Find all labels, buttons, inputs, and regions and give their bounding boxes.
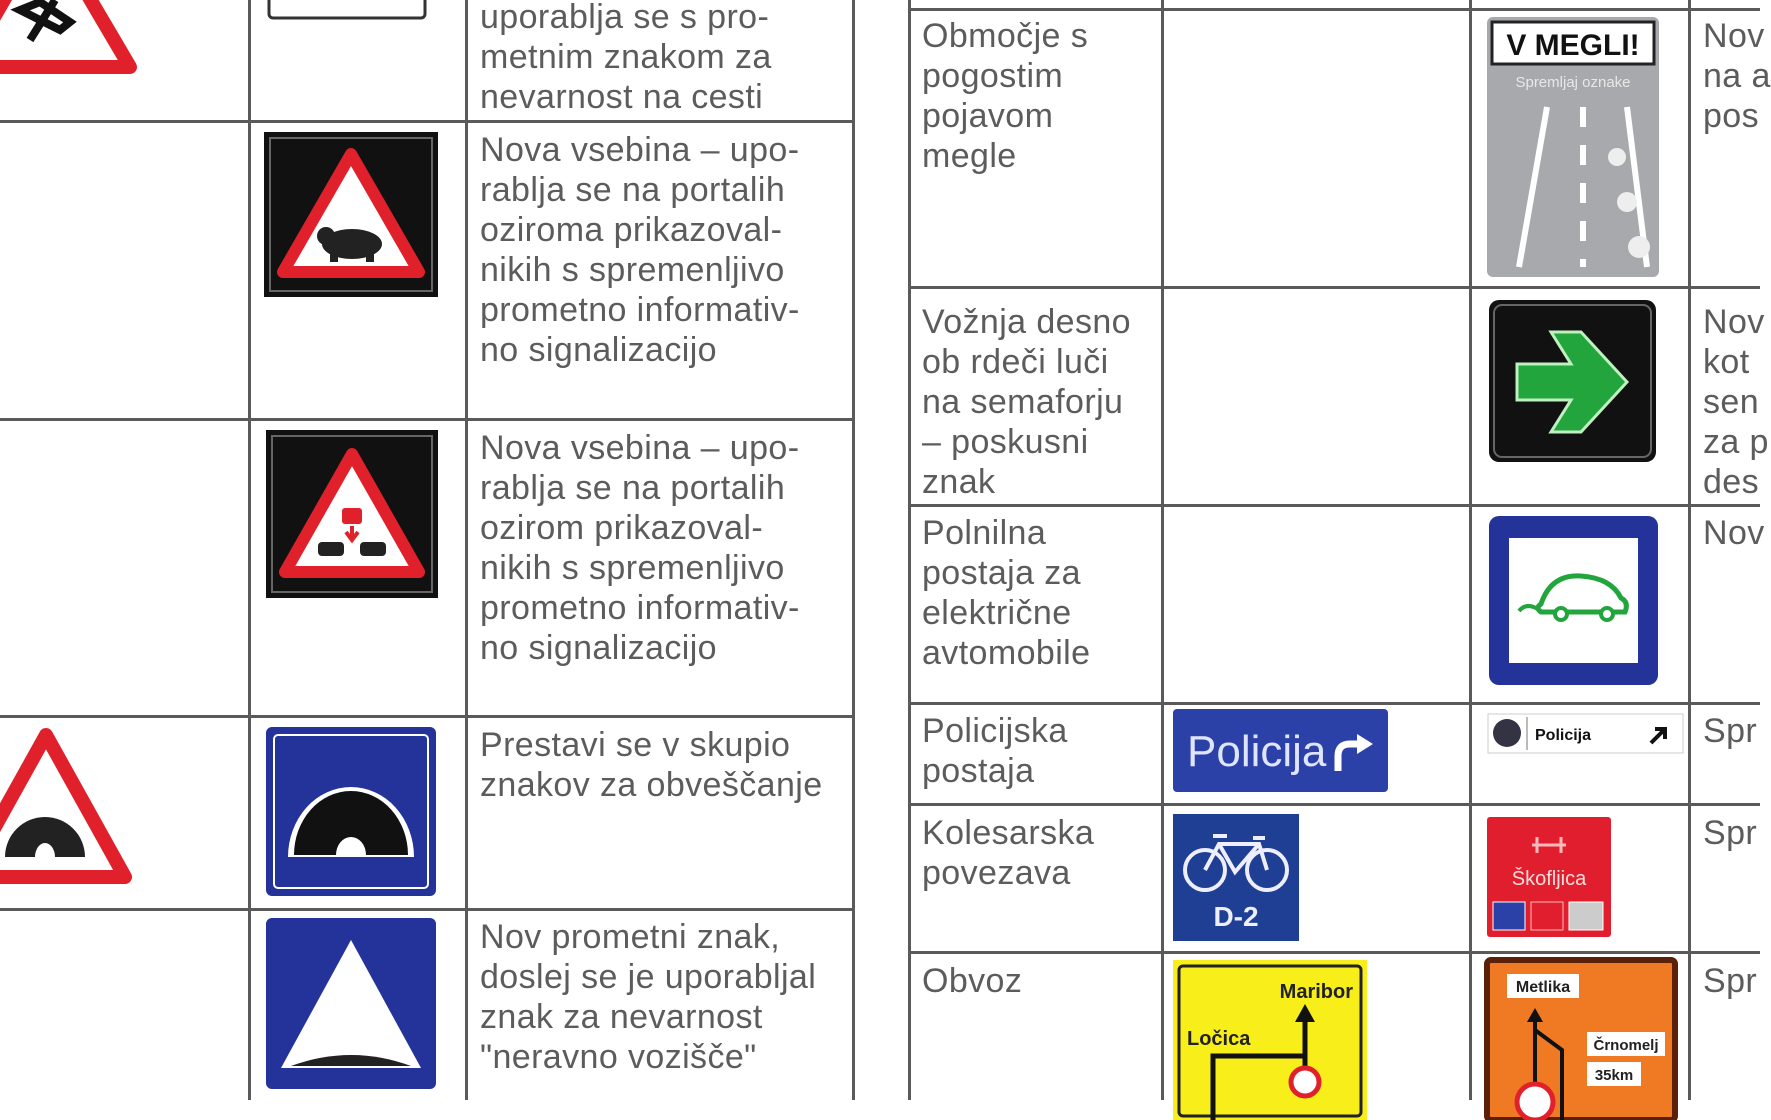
- tunnel-warning-sign-icon: [0, 727, 132, 884]
- detour-distance: 35km: [1594, 1067, 1634, 1084]
- right-table-left-border: [908, 0, 911, 1100]
- sign-frame-icon: [267, 0, 427, 20]
- left-row-note-line: Nova vsebina – upo-: [480, 429, 800, 467]
- sign-name-line: Obvoz: [922, 962, 1023, 1000]
- left-row-note-line: nikih s spremenljivo: [480, 549, 785, 587]
- sign-name-line: postaja za: [922, 554, 1081, 592]
- left-row-note-line: Nova vsebina – upo-: [480, 131, 800, 169]
- fog-sign-subtitle: Spremljaj oznake: [1515, 74, 1631, 91]
- sign-name-line: na semaforju: [922, 383, 1124, 421]
- left-row-note-line: znakov za obveščanje: [480, 766, 823, 804]
- speed-bump-sign-icon: [266, 918, 436, 1089]
- right-table-row-divider: [908, 803, 1760, 806]
- left-row-note-line: doslej se je uporabljal: [480, 958, 817, 996]
- detour-old-destination: Maribor: [1279, 981, 1353, 1003]
- right-row-note-line: kot: [1703, 343, 1750, 381]
- detour-sign-new-icon: [1487, 960, 1675, 1120]
- police-station-sign-old-icon: [1173, 709, 1388, 792]
- police-sign-old-label: Policija: [1187, 727, 1327, 776]
- left-table-col-divider: [465, 0, 468, 1100]
- right-row-note-line: Nov: [1703, 514, 1765, 552]
- right-table-col-divider: [1469, 0, 1472, 1100]
- left-row-note-line: prometno informativ-: [480, 589, 800, 627]
- sign-name-line: Vožnja desno: [922, 303, 1131, 341]
- green-right-arrow-sign-icon: [1489, 300, 1656, 462]
- sign-name-line: Območje s: [922, 17, 1089, 55]
- sign-name-line: pojavom: [922, 97, 1054, 135]
- sign-name-line: postaja: [922, 752, 1035, 790]
- sign-name-line: pogostim: [922, 57, 1064, 95]
- left-table-row-divider: [0, 120, 855, 123]
- right-table-row-divider: [908, 286, 1760, 289]
- right-table-col-divider: [1688, 0, 1691, 1100]
- left-row-note-line: no signalizacijo: [480, 331, 717, 369]
- left-table-row-divider: [0, 715, 855, 718]
- bear-warning-vms-sign-icon: [264, 132, 438, 297]
- bike-route-number: D-2: [1213, 901, 1259, 932]
- right-table-row-divider: [908, 504, 1760, 507]
- left-row-note-line: rablja se na portalih: [480, 469, 786, 507]
- left-table-row-divider: [0, 908, 855, 911]
- detour-new-destination: Črnomelj: [1593, 1037, 1659, 1054]
- sign-name-line: megle: [922, 137, 1017, 175]
- right-table-col-divider: [1161, 0, 1164, 1100]
- right-table-row-divider: [908, 8, 1760, 11]
- left-row-note-line: rablja se na portalih: [480, 171, 786, 209]
- police-sign-new-label: Policija: [1535, 727, 1592, 744]
- sign-name-line: Kolesarska: [922, 814, 1095, 852]
- police-station-sign-new-icon: [1487, 713, 1684, 754]
- cycle-route-sign-new-icon: [1487, 817, 1611, 937]
- cycle-route-sign-old-icon: [1173, 814, 1299, 941]
- sign-name-line: znak: [922, 463, 996, 501]
- tunnel-information-sign-icon: [266, 727, 436, 896]
- sign-name-line: – poskusni: [922, 423, 1089, 461]
- right-row-note-line: Spr: [1703, 962, 1758, 1000]
- bike-route-destination: Škofljica: [1511, 868, 1587, 890]
- left-table-row-divider: [0, 418, 855, 421]
- detour-old-destination: Ločica: [1187, 1028, 1251, 1050]
- left-row-note-line: "neravno vozišče": [480, 1038, 757, 1076]
- right-row-note-line: Nov: [1703, 17, 1765, 55]
- right-row-note-line: sen: [1703, 383, 1760, 421]
- sign-name-line: povezava: [922, 854, 1071, 892]
- left-row-note-line: oziroma prikazoval-: [480, 211, 783, 249]
- ev-charging-station-sign-icon: [1489, 516, 1658, 685]
- fog-area-sign-icon: [1487, 17, 1659, 277]
- right-row-note-line: pos: [1703, 97, 1760, 135]
- left-row-note-line: nevarnost na cesti: [480, 78, 764, 116]
- detour-sign-old-icon: [1173, 960, 1367, 1120]
- left-table-right-border: [852, 0, 855, 1100]
- left-row-note-line: Prestavi se v skupio: [480, 726, 791, 764]
- right-row-note-line: Nov: [1703, 303, 1765, 341]
- fog-sign-title: V MEGLI!: [1506, 29, 1640, 62]
- traffic-jam-warning-vms-sign-icon: [266, 430, 438, 598]
- left-row-note-line: Nov prometni znak,: [480, 918, 781, 956]
- left-row-note-line: metnim znakom za: [480, 38, 772, 76]
- right-row-note-line: Spr: [1703, 712, 1758, 750]
- sign-name-line: avtomobile: [922, 634, 1091, 672]
- right-table-row-divider: [908, 951, 1760, 954]
- right-table-row-divider: [908, 702, 1760, 705]
- left-row-note-line: uporablja se s pro-: [480, 0, 770, 36]
- right-row-note-line: na a: [1703, 57, 1771, 95]
- left-table-col-divider: [248, 0, 251, 1100]
- sign-name-line: ob rdeči luči: [922, 343, 1109, 381]
- right-row-note-line: des: [1703, 463, 1760, 501]
- sign-name-line: Polnilna: [922, 514, 1047, 552]
- sign-name-line: Policijska: [922, 712, 1068, 750]
- left-row-note-line: ozirom prikazoval-: [480, 509, 764, 547]
- airplane-warning-sign-icon: [0, 0, 135, 73]
- left-row-note-line: znak za nevarnost: [480, 998, 763, 1036]
- right-row-note-line: Spr: [1703, 814, 1758, 852]
- left-row-note-line: no signalizacijo: [480, 629, 717, 667]
- sign-name-line: električne: [922, 594, 1072, 632]
- left-row-note-line: nikih s spremenljivo: [480, 251, 785, 289]
- right-row-note-line: za p: [1703, 423, 1769, 461]
- left-row-note-line: prometno informativ-: [480, 291, 800, 329]
- detour-new-destination: Metlika: [1515, 979, 1571, 996]
